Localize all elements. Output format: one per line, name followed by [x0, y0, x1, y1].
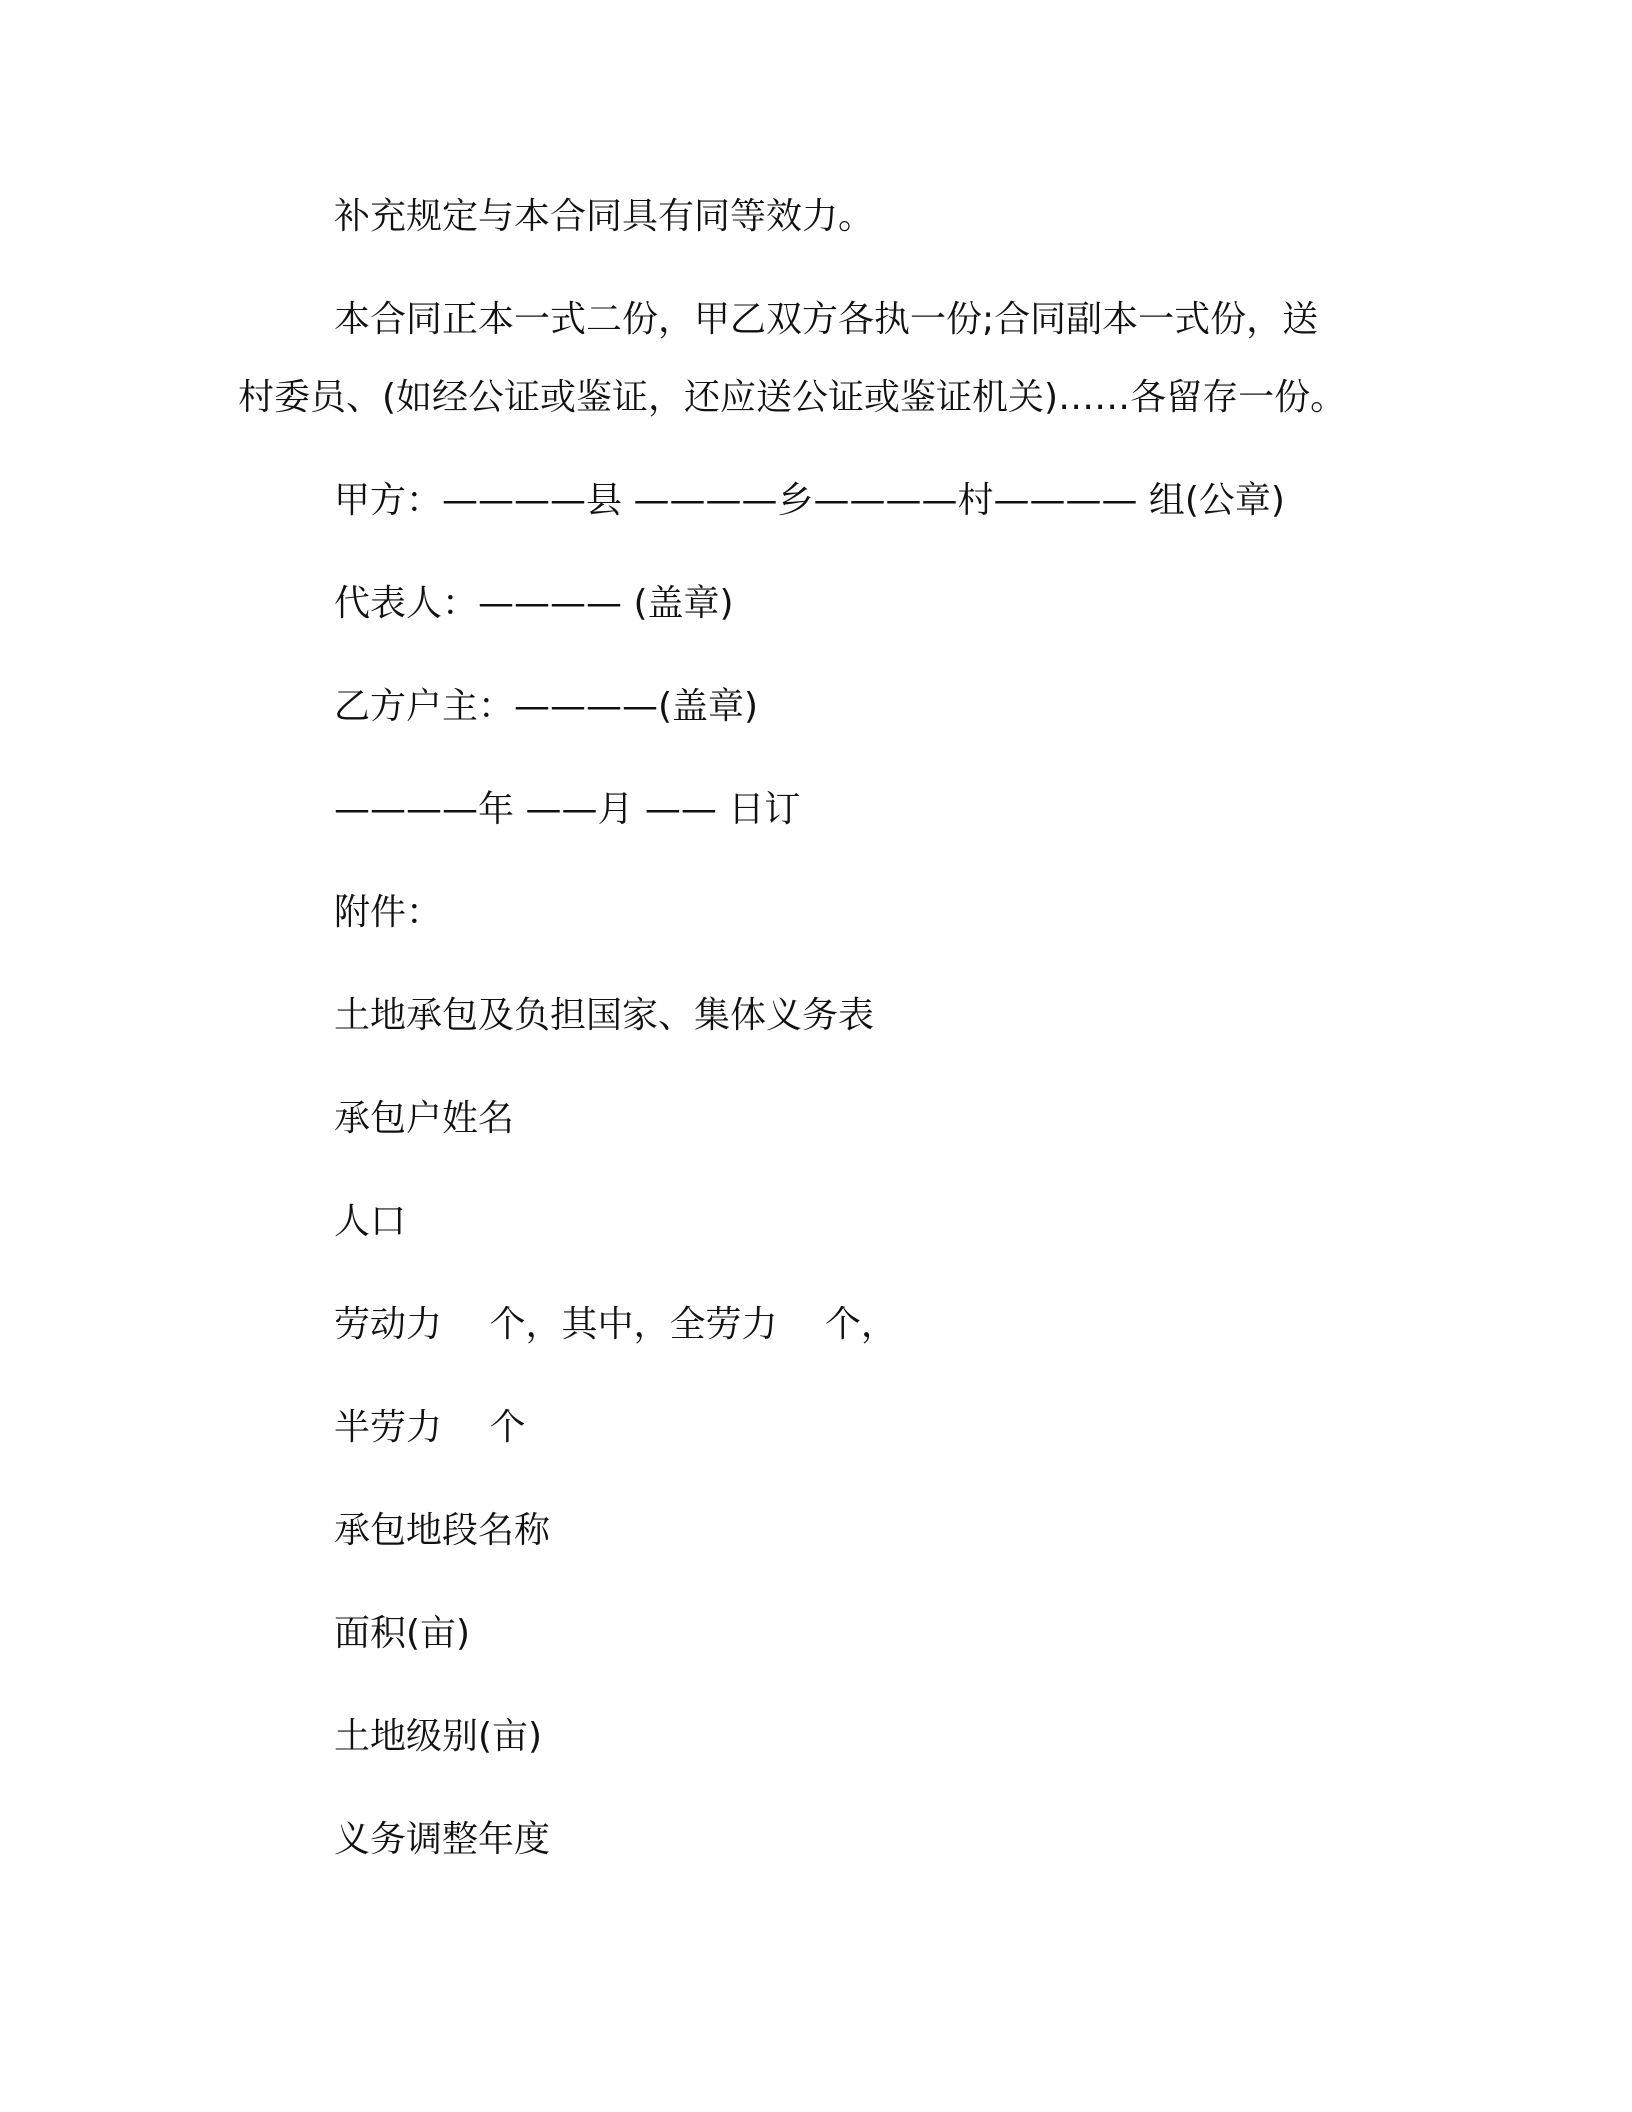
party-a-signature-line: 甲方：————县 ————乡————村———— 组(公章) — [334, 480, 1285, 521]
field-area: 面积(亩) — [334, 1613, 471, 1654]
paragraph-copies-line-2: 村委员、(如经公证或鉴证，还应送公证或鉴证机关)……各留存一份。 — [238, 377, 1347, 418]
field-land-section-name: 承包地段名称 — [334, 1510, 551, 1551]
paragraph-copies-line-1: 本合同正本一式二份，甲乙双方各执一份;合同副本一式份，送 — [334, 299, 1319, 340]
attachment-heading: 附件： — [334, 892, 443, 933]
field-contractor-name: 承包户姓名 — [334, 1098, 515, 1139]
date-line: ————年 ——月 —— 日订 — [334, 789, 801, 830]
field-half-labor: 半劳力 个 — [334, 1407, 526, 1448]
representative-signature-line: 代表人：———— (盖章) — [334, 583, 734, 624]
field-population: 人口 — [334, 1201, 407, 1242]
party-b-signature-line: 乙方户主：————(盖章) — [334, 686, 759, 727]
field-land-grade: 土地级别(亩) — [334, 1716, 543, 1757]
attachment-title: 土地承包及负担国家、集体义务表 — [334, 995, 875, 1036]
field-obligation-adjustment-year: 义务调整年度 — [334, 1819, 551, 1860]
paragraph-supplement-effect: 补充规定与本合同具有同等效力。 — [334, 196, 875, 237]
field-labor-force: 劳动力 个，其中，全劳力 个， — [334, 1304, 897, 1345]
